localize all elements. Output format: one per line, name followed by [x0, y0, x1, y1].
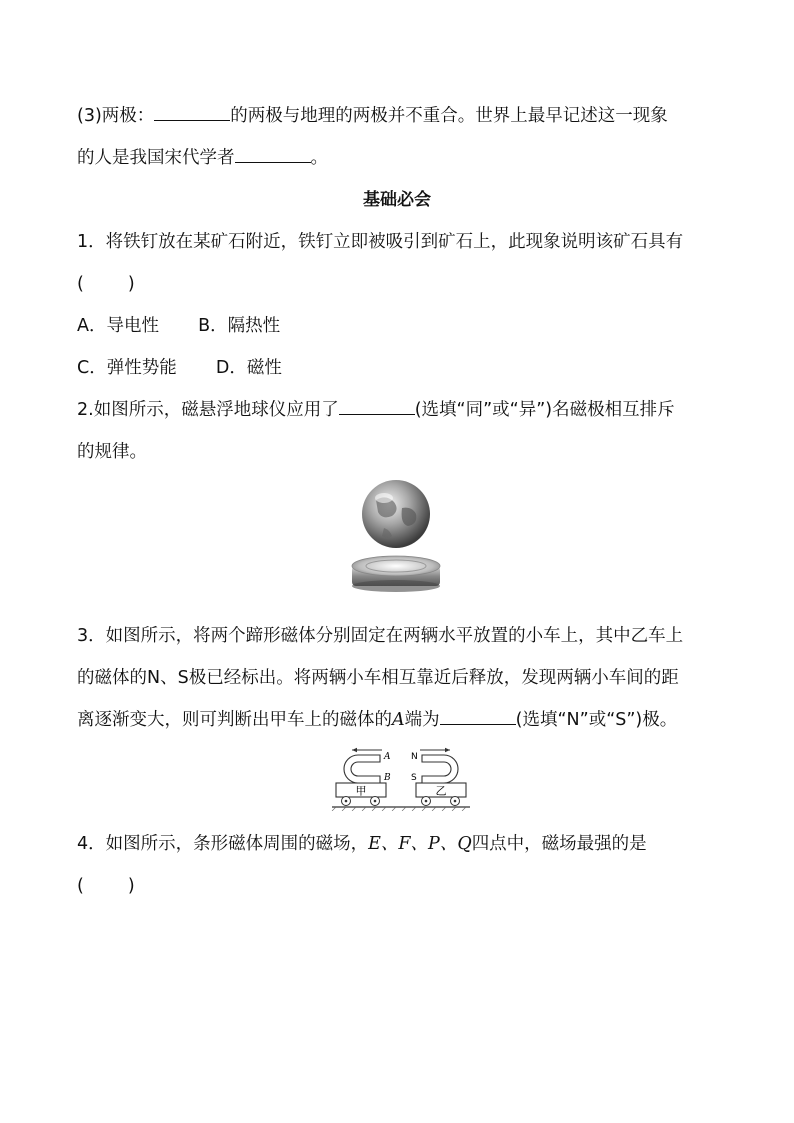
globe-sphere — [362, 480, 430, 548]
magnet-pole-s: S — [411, 773, 417, 783]
horseshoe-magnet-right — [422, 755, 458, 783]
cart-yi — [416, 783, 466, 806]
magnet-end-b: B — [384, 773, 391, 783]
q1-option-b[interactable]: B．隔热性 — [198, 316, 281, 336]
paren-close: ) — [127, 876, 135, 896]
magnet-pole-n: N — [411, 752, 418, 762]
magnetic-base — [352, 556, 440, 592]
section-title: 基础必会 — [363, 190, 431, 210]
q3-line3-suffix: (选填“N”或“S”)极。 — [515, 710, 678, 730]
arrow-left-head — [352, 748, 357, 752]
q2-suffix: (选填“同”或“异”)名磁极相互排斥 — [414, 400, 675, 420]
q4-answer-paren[interactable] — [77, 865, 727, 907]
q3-line3-mid: 端为 — [404, 710, 440, 730]
cart-jia-label: 甲 — [355, 784, 367, 798]
paren-open: ( — [77, 876, 84, 896]
intro-paragraph — [77, 95, 727, 179]
question-3 — [77, 615, 727, 741]
q2-prefix: 2.如图所示，磁悬浮地球仪应用了 — [77, 400, 339, 420]
question-2 — [77, 389, 727, 473]
cart-jia — [336, 783, 386, 806]
question-1 — [77, 221, 727, 389]
horseshoe-magnet-left — [344, 755, 380, 783]
q1-option-d[interactable]: D．磁性 — [215, 358, 282, 378]
question-4 — [77, 823, 727, 907]
blank-field-4[interactable] — [440, 708, 516, 725]
blank-field-1[interactable] — [154, 104, 230, 121]
q3-line3-prefix: 离逐渐变大，则可判断出甲车上的磁体的 — [77, 710, 392, 730]
arrow-right-head — [445, 748, 450, 752]
q3-line1: 3．如图所示，将两个蹄形磁体分别固定在两辆水平放置的小车上，其中乙车上 — [77, 626, 684, 646]
q4-points: E、F、P、Q — [368, 834, 472, 854]
intro-line2-prefix: 的人是我国宋代学者 — [77, 148, 235, 168]
q3-line2: 的磁体的N、S极已经标出。将两辆小车相互靠近后释放，发现两辆小车间的距 — [77, 668, 679, 688]
maglev-globe-figure — [346, 478, 446, 598]
q4-prefix: 4．如图所示，条形磁体周围的磁场， — [77, 834, 369, 854]
q1-answer-paren[interactable] — [77, 263, 727, 305]
q3-end-a-label: A — [392, 710, 405, 730]
paren-close: ) — [127, 274, 135, 294]
q2-line2: 的规律。 — [77, 442, 147, 462]
intro-line1-suffix: 的两极与地理的两极并不重合。世界上最早记述这一现象 — [230, 106, 668, 126]
magnet-end-a: A — [384, 752, 391, 762]
q4-suffix: 四点中，磁场最强的是 — [471, 834, 647, 854]
paren-open: ( — [77, 274, 84, 294]
q1-stem: 1．将铁钉放在某矿石附近，铁钉立即被吸引到矿石上，此现象说明该矿石具有 — [77, 232, 684, 252]
intro-line2-suffix: 。 — [310, 148, 328, 168]
blank-field-3[interactable] — [339, 398, 415, 415]
q1-option-a[interactable]: A．导电性 — [77, 316, 159, 336]
cart-yi-label: 乙 — [435, 784, 447, 798]
intro-line1-prefix: (3)两极： — [77, 106, 155, 126]
q1-option-c[interactable]: C．弹性势能 — [77, 358, 177, 378]
magnet-carts-figure — [330, 745, 472, 811]
blank-field-2[interactable] — [235, 146, 311, 163]
